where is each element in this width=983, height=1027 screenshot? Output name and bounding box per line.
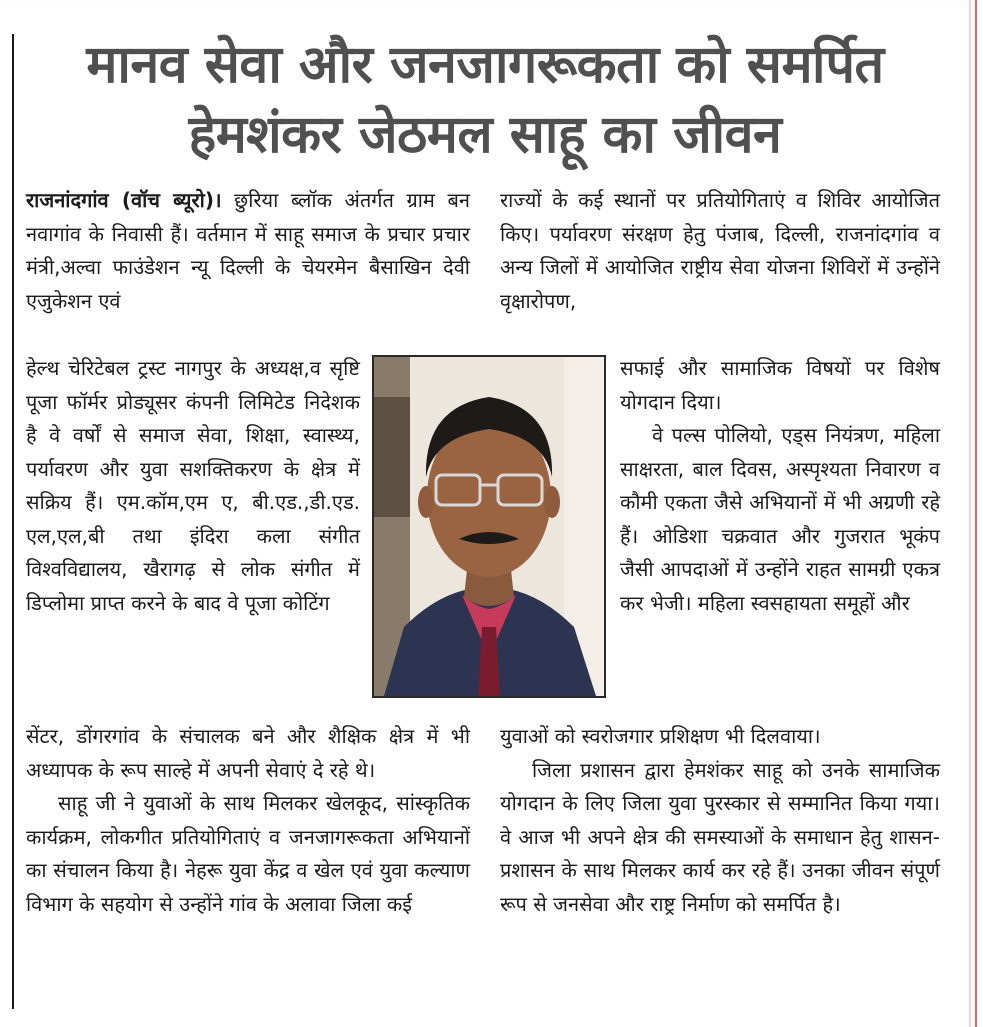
page-top-strip: [0, 0, 983, 8]
article-left-bottom: [26, 720, 470, 921]
portrait-photo: [372, 355, 606, 698]
portrait-illustration: [374, 357, 604, 696]
article-right-wrap2: वे पल्स पोलियो, एड्स नियंत्रण, महिला साक्षरता, बाल दिवस, अस्पृश्यता निवारण व कौमी एकता जैसे अभियानों में भी अग्रणी रहे हैं। ओडिशा चक्रवात और गुजरात भूकंप जैसी आपदाओं में उन्होंने राहत सामग्री एकत्र कर भेजी। महिला स्वसहायता समूहों और: [620, 423, 940, 615]
article-right-bottom-text: युवाओं को स्वरोजगार प्रशिक्षण भी दिलवाया।: [500, 724, 821, 748]
column-rule-left: [12, 34, 14, 1009]
article-right-para: जिला प्रशासन द्वारा हेमशंकर साहू को उनके सामाजिक योगदान के लिए जिला युवा पुरस्कार से सम्मानित किया गया। वे आज भी अपने क्षेत्र की समस्याओं के समाधान हेतु शासन-प्रशासन के साथ मिलकर कार्य कर रहे हैं। उनका जीवन संपूर्ण रूप से जनसेवा और राष्ट्र निर्माण को समर्पित है।: [500, 757, 940, 916]
red-margin-line: [975, 0, 977, 1027]
article-left-wrap-text: हेल्थ चेरिटेबल ट्रस्ट नागपुर के अध्यक्ष,व सृष्टि पूजा फॉर्मर प्रोड्यूसर कंपनी लिमिटेड निदेशक है वे वर्षों से समाज सेवा, शिक्षा, स्वास्थ्य, पर्यावरण और युवा सशक्तिकरण के क्षेत्र में सक्रिय हैं। एम.कॉम,एम ए, बी.एड.,डी.एड. एल,एल,बी तथा इंदिरा कला संगीत विश्वविद्यालय, खैरागढ़ से लोक संगीत में डिप्लोमा प्राप्त करने के बाद वे पूजा कोटिंग: [26, 356, 360, 615]
article-left-wrap: [26, 352, 360, 620]
article-intro-text: छुरिया ब्लॉक अंतर्गत ग्राम बन नवागांव के निवासी हैं। वर्तमान में साहू समाज के प्रचार प्रचार मंत्री,अल्वा फाउंडेशन न्यू दिल्ली के चेयरमेन बैसाखिन देवी एजुकेशन एवं: [26, 188, 471, 313]
article-intro: [26, 184, 470, 318]
article-dateline: राजनांदगांव (वॉच ब्यूरो)।: [26, 188, 222, 212]
article-column-right: [500, 184, 940, 318]
article-column-left: [26, 184, 470, 352]
headline-line-1: मानव सेवा और जनजागरूकता को समर्पित: [86, 35, 884, 95]
article-left-bottom-text: सेंटर, डोंगरगांव के संचालक बने और शैक्षिक क्षेत्र में भी अध्यापक के रूप साल्हे में अपनी सेवाएं दे रहे थे।: [26, 724, 470, 782]
article-left-para2: साहू जी ने युवाओं के साथ मिलकर खेलकूद, सांस्कृतिक कार्यक्रम, लोकगीत प्रतियोगिताएं व जनजागरूकता अभियानों का संचालन किया है। नेहरू युवा केंद्र व खेल एवं युवा कल्याण विभाग के सहयोग से उन्होंने गांव के अलावा जिला कई: [26, 791, 470, 916]
article-right-wrap1: सफाई और सामाजिक विषयों पर विशेष योगदान दिया।: [620, 356, 940, 414]
article-right-top: राज्यों के कई स्थानों पर प्रतियोगिताएं व शिविर आयोजित किए। पर्यावरण संरक्षण हेतु पंजाब, दिल्ली, राजनांदगांव व अन्य जिलों में आयोजित राष्ट्रीय सेवा योजना शिविरों में उन्होंने वृक्षारोपण,: [500, 188, 940, 313]
headline: [20, 30, 950, 170]
article-right-wrap: [620, 352, 940, 620]
headline-line-2: हेमशंकर जेठमल साहू का जीवन: [188, 105, 782, 165]
article-right-bottom: [500, 720, 940, 921]
